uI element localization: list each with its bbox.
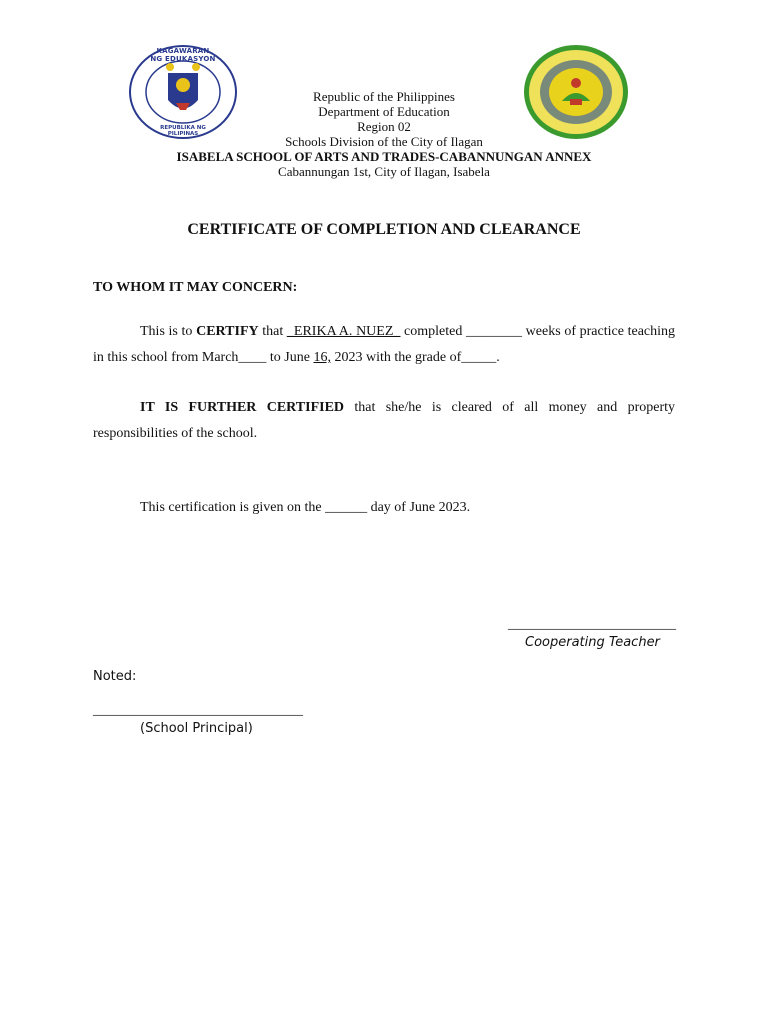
paragraph-given-on: This certification is given on the ______ day of June 2023. xyxy=(140,500,471,515)
deped-seal-bottom-text: REPUBLIKA NG PILIPINAS xyxy=(160,125,206,137)
end-day: 16, xyxy=(313,350,331,365)
salutation: TO WHOM IT MAY CONCERN: xyxy=(93,280,298,295)
cooperating-teacher-label: Cooperating Teacher xyxy=(525,635,660,650)
further-certified-lead: IT IS FURTHER CERTIFIED xyxy=(140,400,345,415)
header-line-3: Region 02 xyxy=(357,119,411,134)
paragraph-further-certified: IT IS FURTHER CERTIFIED that she/he is cleared of all money and property responsibilities of the school. xyxy=(93,400,675,441)
student-name: _ERIKA A. NUEZ_ xyxy=(286,324,401,339)
certify-word: CERTIFY xyxy=(196,324,259,339)
deped-seal-text: KAGAWARAN NG EDUKASYON xyxy=(150,47,216,63)
principal-label: (School Principal) xyxy=(140,721,253,736)
school-address: Cabannungan 1st, City of Ilagan, Isabela xyxy=(278,164,490,179)
school-name: ISABELA SCHOOL OF ARTS AND TRADES-CABANNUNGAN ANNEX xyxy=(176,149,592,164)
cooperating-teacher-signature-line: ________________________ xyxy=(508,617,676,632)
noted-label: Noted: xyxy=(93,669,137,684)
header-line-4: Schools Division of the City of Ilagan xyxy=(285,134,483,149)
principal-signature-line: ______________________________ xyxy=(93,703,303,718)
certificate-title: CERTIFICATE OF COMPLETION AND CLEARANCE xyxy=(187,221,581,238)
header-line-2: Department of Education xyxy=(318,104,450,119)
header-line-1: Republic of the Philippines xyxy=(313,89,455,104)
paragraph-certify: This is to CERTIFY that _ERIKA A. NUEZ_ completed ________ weeks of practice teaching in this school from March____ to June 16, 2023 with the grade of_____. xyxy=(93,324,676,365)
